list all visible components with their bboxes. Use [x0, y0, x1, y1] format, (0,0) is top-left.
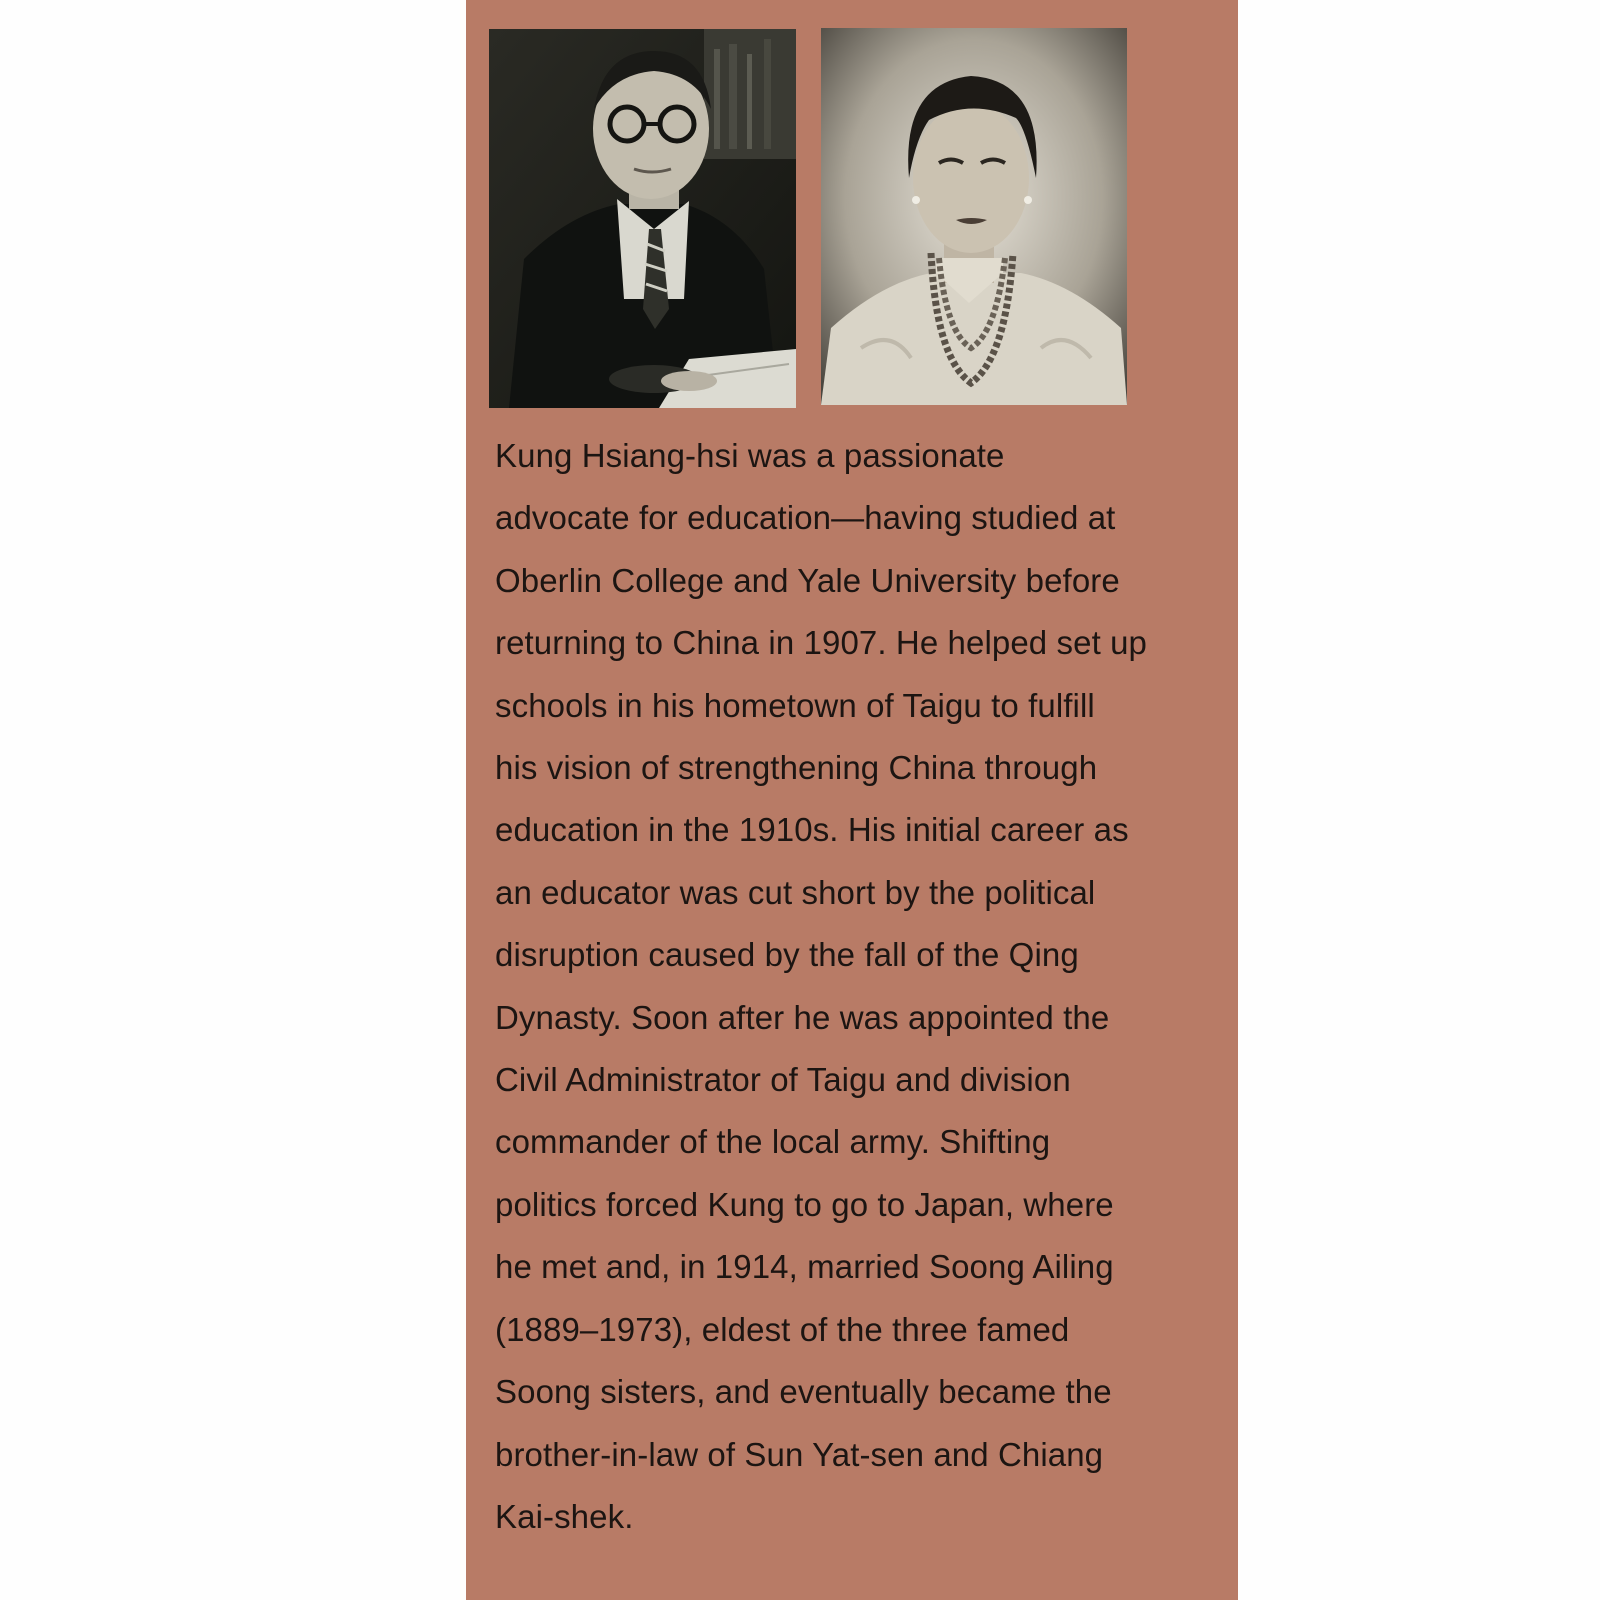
text-line: brother-in-law of Sun Yat-sen and Chiang	[495, 1435, 1104, 1473]
text-line: Kung Hsiang-hsi was a passionate	[495, 437, 1005, 474]
text-line: an educator was cut short by the political	[495, 873, 1096, 911]
text-line: (1889–1973), eldest of the three famed	[495, 1310, 1070, 1348]
man-portrait-image	[489, 29, 796, 408]
text-line: Oberlin College and Yale University before	[495, 561, 1120, 599]
content-panel	[466, 0, 1238, 1600]
article-paragraph	[495, 425, 1225, 1548]
text-line: Civil Administrator of Taigu and division	[495, 1061, 1071, 1099]
soong-ailing-photo	[821, 28, 1127, 405]
text-line: Soong sisters, and eventually became the	[495, 1373, 1112, 1411]
kung-hsiang-hsi-photo	[489, 29, 796, 408]
text-line: he met and, in 1914, married Soong Ailing	[495, 1248, 1114, 1286]
text-line: disruption caused by the fall of the Qing	[495, 936, 1079, 974]
text-line: schools in his hometown of Taigu to fulfill	[495, 686, 1095, 724]
text-line: Kai-shek.	[495, 1497, 634, 1535]
woman-portrait-image	[821, 28, 1127, 405]
text-line: advocate for education—having studied at	[495, 499, 1116, 537]
text-line: returning to China in 1907. He helped set up	[495, 624, 1148, 662]
text-line: his vision of strengthening China through	[495, 749, 1098, 787]
text-line: Dynasty. Soon after he was appointed the	[495, 998, 1110, 1036]
text-line: education in the 1910s. His initial career as	[495, 811, 1129, 849]
text-line: commander of the local army. Shifting	[495, 1123, 1051, 1161]
text-line: politics forced Kung to go to Japan, where	[495, 1185, 1114, 1223]
